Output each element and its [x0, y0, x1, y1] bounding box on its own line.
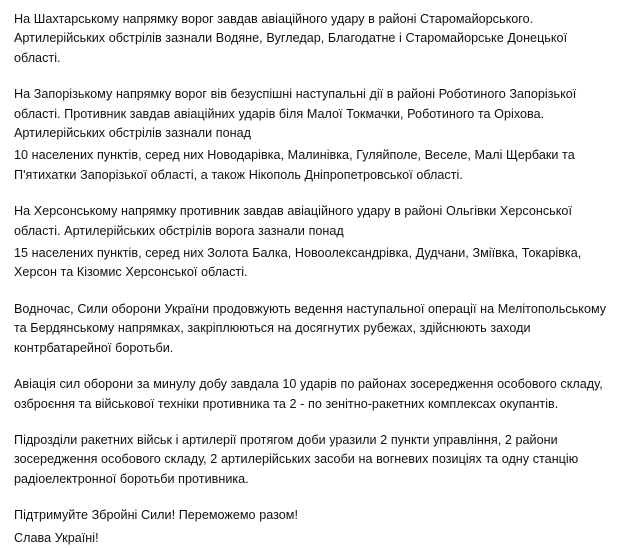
paragraph-slogan: Слава Україні!	[14, 530, 99, 545]
paragraph-zaporizhzhia-settlements: 10 населених пунктів, серед них Новодарівка, Малинівка, Гуляйполе, Веселе, Малі Щербаки та П'ятихатки Запорізької області, а також Нікополь Дніпропетровської області.	[14, 148, 575, 182]
paragraph-kherson-direction: На Херсонському напрямку противник завдав авіаційного удару в районі Ольгівки Херсонської області. Артилерійських обстрілів ворога зазнали понад	[14, 204, 572, 238]
paragraph-aviation-strikes: Авіація сил оборони за минулу добу завдала 10 ударів по районах зосередження особового складу, озброєння та військової техніки противника та 2 - по зенітно-ракетних комплексах окупантів.	[14, 377, 603, 411]
paragraph-kherson-settlements: 15 населених пунктів, серед них Золота Балка, Новоолександрівка, Дудчани, Змiївка, Токарівка, Херсон та Кізомис Херсонської області.	[14, 246, 582, 280]
paragraph-zaporizhzhia-direction: На Запорізькому напрямку ворог вів безуспішні наступальні дії в районі Роботиного Запорізької області. Противник завдав авіаційних ударів біля Малої Токмачки, Роботиного та Оріхова. Артилерійських обстрілів зазнали понад	[14, 87, 577, 141]
paragraph-support-call: Підтримуйте Збройні Сили! Переможемо разом!	[14, 508, 298, 523]
paragraph-defense-forces-operation: Водночас, Сили оборони України продовжують ведення наступальної операції на Мелітопольському та Бердянському напрямках, закріплюються на досягнутих рубежах, здійснюють заходи контрбатарейної боротьби.	[14, 301, 607, 355]
paragraph-missile-artillery-units: Підрозділи ракетних військ і артилерії протягом доби уразили 2 пункти управління, 2 райони зосередження особового складу, 2 артилерійських засоби на вогневих позиціях та одну станцію радіоелектронної боротьби противника.	[14, 432, 579, 486]
paragraph-shakhtarske-direction: На Шахтарському напрямку ворог завдав авіаційного удару в районі Старомайорського. Артилерійських обстрілів зазнали Водяне, Вугледар, Благодатне і Старомайорське Донецької області.	[14, 12, 568, 65]
